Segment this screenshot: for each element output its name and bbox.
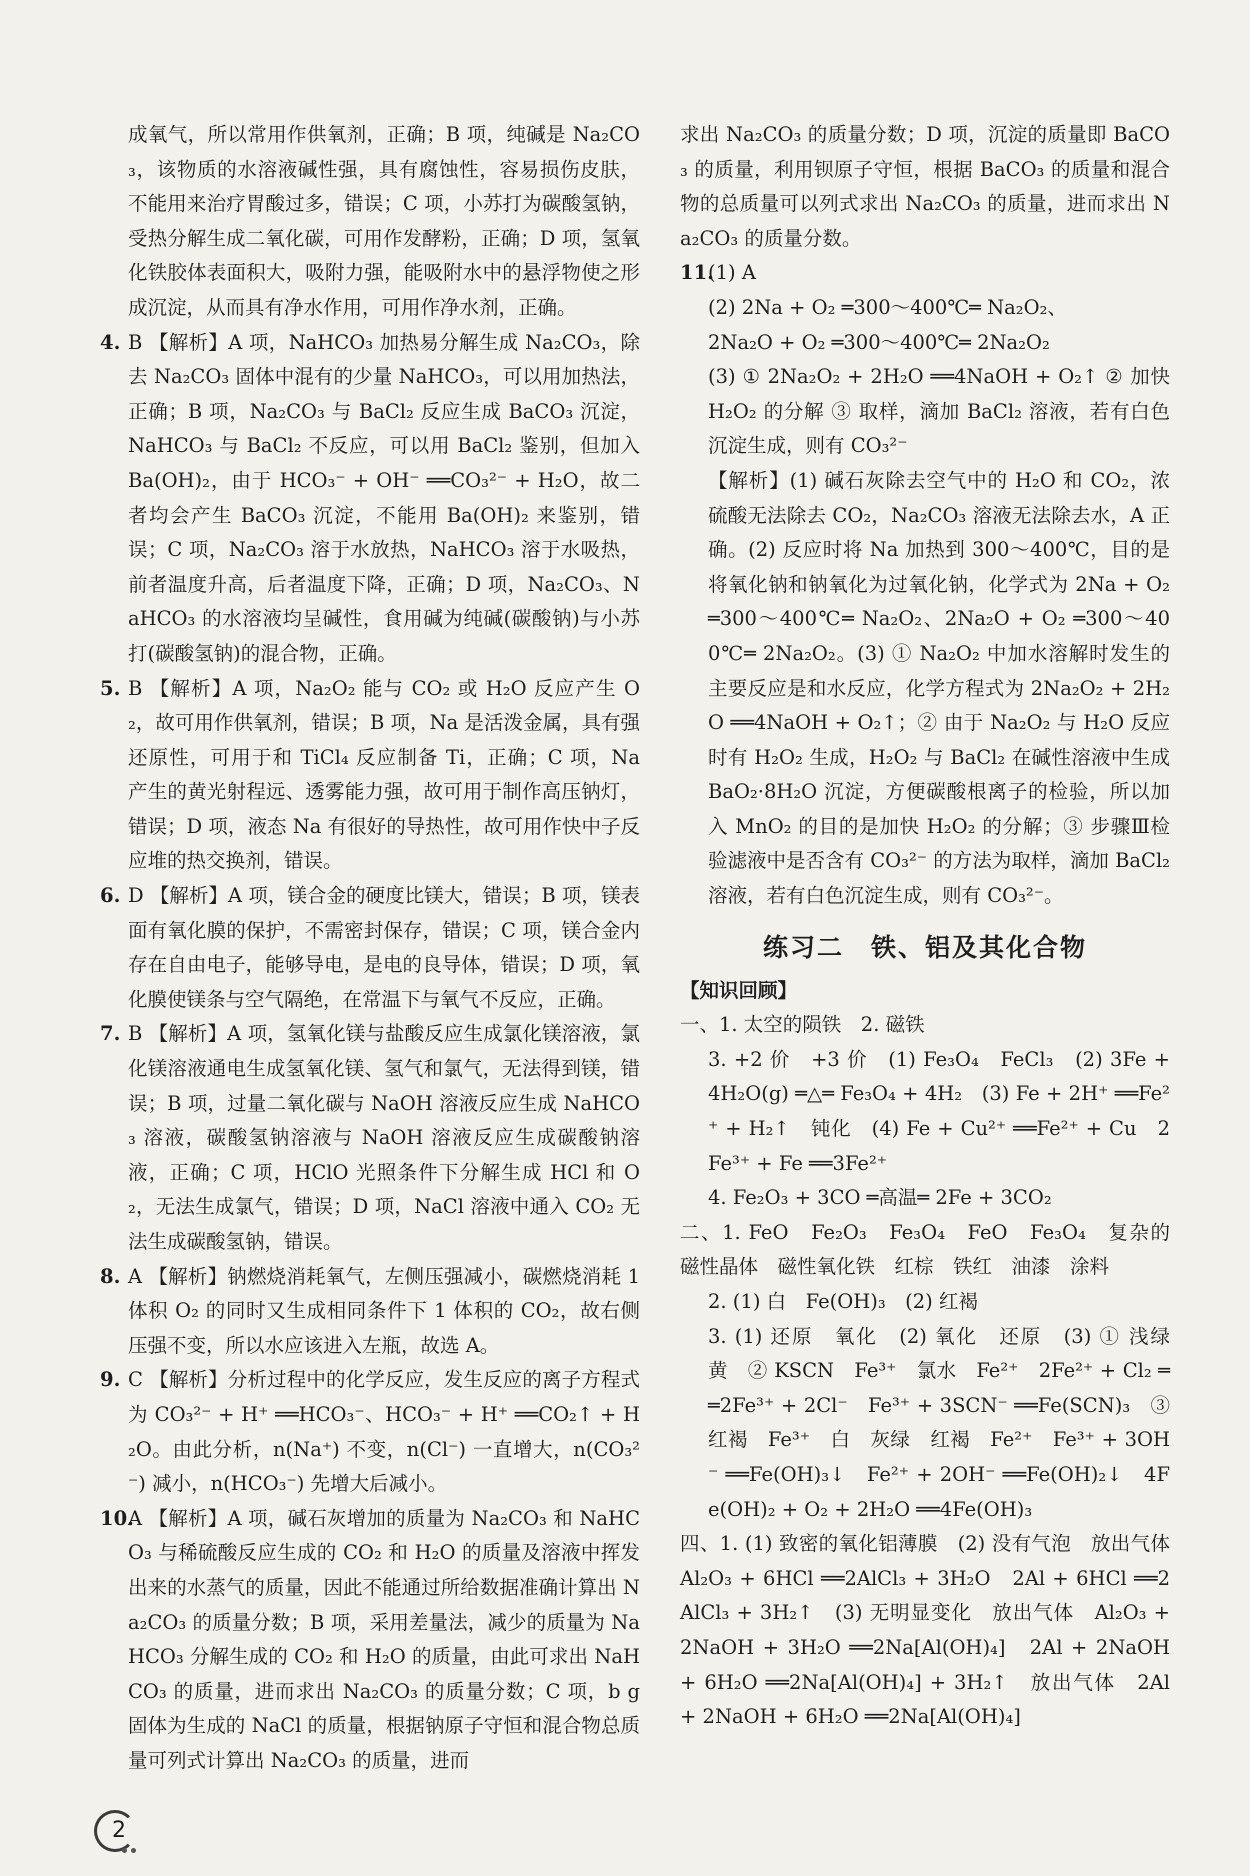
answer-continuation-right: 求出 Na₂CO₃ 的质量分数；D 项，沉淀的质量即 BaCO₃ 的质量，利用钡原子守恒，根据 BaCO₃ 的质量和混合物的总质量可以列式求出 Na₂CO₃ 的质量，进而求出 Na₂CO₃ 的质量分数。 (680, 123, 1170, 250)
knowledge-line: 3. (1) 还原 氧化 (2) 氧化 还原 (3) ① 浅绿 黄 ② KSCN Fe³⁺ 氯水 Fe²⁺ 2Fe²⁺ + Cl₂ ══2Fe³⁺ + 2Cl⁻ Fe³⁺ + 3SCN⁻ ══Fe(SCN)₃ ③ 红褐 Fe³⁺ 白 灰绿 红褐 Fe²⁺ Fe³⁺ + 3OH⁻ ══Fe(OH)₃↓ Fe²⁺ + 2OH⁻ ══Fe(OH)₂↓ 4Fe(OH)₂ + O₂ + 2H₂O ══4Fe(OH)₃ (708, 1324, 1190, 1521)
right-column (680, 118, 1190, 1735)
item-number: 9. (100, 1368, 121, 1392)
page-dots-icon (122, 1838, 140, 1857)
answer-item-5 (100, 672, 640, 880)
item-text: A 【解析】钠燃烧消耗氧气，左侧压强减小，碳燃烧消耗 1 体积 O₂ 的同时又生成相同条件下 1 体积的 CO₂，故右侧压强不变，所以水应该进入左瓶，故选 A。 (128, 1264, 640, 1357)
item-number: 4. (100, 330, 121, 354)
item-number: 8. (100, 1264, 121, 1288)
knowledge-line: 4. Fe₂O₃ + 3CO ═高温═ 2Fe + 3CO₂ (708, 1186, 1052, 1210)
knowledge-line: 3. +2 价 +3 价 (1) Fe₃O₄ FeCl₃ (2) 3Fe + 4H₂O(g) ═△═ Fe₃O₄ + 4H₂ (3) Fe + 2H⁺ ══Fe²⁺ + H₂↑ 钝化 (4) Fe + Cu²⁺ ══Fe²⁺ + Cu 2Fe³⁺ + Fe ══3Fe²⁺ (708, 1047, 1170, 1175)
item-text: B 【解析】A 项，Na₂O₂ 能与 CO₂ 或 H₂O 反应产生 O₂，故可用作供氧剂，错误；B 项，Na 是活泼金属，具有强还原性，可用于和 TiCl₄ 反应制备 Ti，正确；C 项，Na 产生的黄光射程远、透雾能力强，故可用于制作高压钠灯，错误；D 项，液态 Na 有很好的导热性，故可用作快中子反应堆的热交换剂，错误。 (128, 676, 640, 873)
item-text: B 【解析】A 项，氢氧化镁与盐酸反应生成氯化镁溶液，氯化镁溶液通电生成氢氧化镁、氢气和氯气，无法得到镁，错误；B 项，过量二氧化碳与 NaOH 溶液反应生成 NaHCO₃ 溶液，碳酸氢钠溶液与 NaOH 溶液反应生成碳酸钠溶液，正确；C 项，HClO 光照条件下分解生成 HCl 和 O₂，无法生成氯气，错误；D 项，NaCl 溶液中通入 CO₂ 无法生成碳酸氢钠，错误。 (128, 1022, 640, 1253)
item-analysis: 【解析】(1) 碱石灰除去空气中的 H₂O 和 CO₂，浓硫酸无法除去 CO₂，Na₂CO₃ 溶液无法除去水，A 正确。(2) 反应时将 Na 加热到 300～400℃，目的是将氧化钠和钠氧化为过氧化钠，化学式为 2Na + O₂ ═300～400℃═ Na₂O₂、2Na₂O + O₂ ═300～400℃═ 2Na₂O₂。(3) ① Na₂O₂ 中加水溶解时发生的主要反应是和水反应，化学方程式为 2Na₂O₂ + 2H₂O ══4NaOH + O₂↑；② 由于 Na₂O₂ 与 H₂O 反应时有 H₂O₂ 生成，H₂O₂ 与 BaCl₂ 在碱性溶液中生成 BaO₂·8H₂O 沉淀，方便碳酸根离子的检验，所以加入 MnO₂ 的目的是加快 H₂O₂ 的分解；③ 步骤Ⅲ检验滤液中是否含有 CO₃²⁻ 的方法为取样，滴加 BaCl₂ 溶液，若有白色沉淀生成，则有 CO₃²⁻。 (708, 468, 1170, 908)
answer-item-6 (100, 879, 640, 1017)
knowledge-line: 一、1. 太空的陨铁 2. 磁铁 (680, 1013, 925, 1037)
item-number: 11. (680, 261, 714, 285)
item-number: 5. (100, 676, 121, 700)
page-number: 2 (94, 1810, 134, 1850)
answer-item-9 (100, 1363, 640, 1501)
answer-item-7 (100, 1017, 640, 1259)
item-number: 10. (100, 1506, 134, 1530)
answer-continuation: 成氧气，所以常用作供氧剂，正确；B 项，纯碱是 Na₂CO₃，该物质的水溶液碱性强，具有腐蚀性，容易损伤皮肤，不能用来治疗胃酸过多，错误；C 项，小苏打为碳酸氢钠，受热分解生成二氧化碳，可用作发酵粉，正确；D 项，氢氧化铁胶体表面积大，吸附力强，能吸附水中的悬浮物使之形成沉淀，从而具有净水作用，可用作净水剂，正确。 (128, 123, 640, 319)
section-title: 练习二 铁、铝及其化合物 (762, 932, 1087, 962)
answer-item-8 (100, 1260, 640, 1364)
item-text: C 【解析】分析过程中的化学反应，发生反应的离子方程式为 CO₃²⁻ + H⁺ ══HCO₃⁻、HCO₃⁻ + H⁺ ══CO₂↑ + H₂O。由此分析，n(Na⁺) 不变，n(Cl⁻) 一直增大，n(CO₃²⁻) 减小，n(HCO₃⁻) 先增大后减小。 (128, 1368, 640, 1496)
item-line: (3) ① 2Na₂O₂ + 2H₂O ══4NaOH + O₂↑ ② 加快 H₂O₂ 的分解 ③ 取样，滴加 BaCl₂ 溶液，若有白色沉淀生成，则有 CO₃²⁻ (708, 365, 1170, 458)
item-text: A 【解析】A 项，碱石灰增加的质量为 Na₂CO₃ 和 NaHCO₃ 与稀硫酸反应生成的 CO₂ 和 H₂O 的质量及溶液中挥发出来的水蒸气的质量，因此不能通过所给数据准确计算出 Na₂CO₃ 的质量分数；B 项，采用差量法，减少的质量为 NaHCO₃ 分解生成的 CO₂ 和 H₂O 的质量，由此可求出 NaHCO₃ 的质量，进而求出 Na₂CO₃ 的质量分数；C 项，b g 固体为生成的 NaCl 的质量，根据钠原子守恒和混合物总质量可列式计算出 Na₂CO₃ 的质量，进而 (128, 1506, 640, 1772)
item-number: 6. (100, 884, 121, 908)
answer-item-11 (680, 256, 1170, 913)
knowledge-line: 2. (1) 白 Fe(OH)₃ (2) 红褐 (708, 1290, 978, 1313)
answer-item-4 (100, 326, 640, 672)
item-number: 7. (100, 1022, 121, 1046)
item-line: 2Na₂O + O₂ ═300～400℃═ 2Na₂O₂ (708, 330, 1050, 354)
item-line: (2) 2Na + O₂ ═300～400℃═ Na₂O₂、 (708, 295, 1067, 319)
left-column (100, 118, 640, 1779)
item-line: (1) A (708, 261, 756, 285)
knowledge-line: 二、1. FeO Fe₂O₃ Fe₃O₄ FeO Fe₃O₄ 复杂的 磁性晶体 磁性氧化铁 红棕 铁红 油漆 涂料 (680, 1220, 1190, 1279)
item-text: D 【解析】A 项，镁合金的硬度比镁大，错误；B 项，镁表面有氧化膜的保护，不需密封保存，错误；C 项，镁合金内存在自由电子，能够导电，是电的良导体，错误；D 项，氧化膜使镁条与空气隔绝，在常温下与氧气不反应，正确。 (128, 884, 640, 1011)
knowledge-line: 四、1. (1) 致密的氧化铝薄膜 (2) 没有气泡 放出气体 Al₂O₃ + 6HCl ══2AlCl₃ + 3H₂O 2Al + 6HCl ══2AlCl₃ + 3H₂↑ (3) 无明显变化 放出气体 Al₂O₃ + 2NaOH + 3H₂O ══2Na[Al(OH)₄] 2Al + 2NaOH + 6H₂O ══2Na[Al(OH)₄] + 3H₂↑ 放出气体 2Al + 2NaOH + 6H₂O ══2Na[Al(OH)₄] (680, 1532, 1190, 1729)
answer-item-10 (100, 1502, 640, 1779)
item-text: B 【解析】A 项，NaHCO₃ 加热易分解生成 Na₂CO₃，除去 Na₂CO₃ 固体中混有的少量 NaHCO₃，可以用加热法，正确；B 项，Na₂CO₃ 与 BaCl₂ 反应生成 BaCO₃ 沉淀，NaHCO₃ 与 BaCl₂ 不反应，可以用 BaCl₂ 鉴别，但加入 Ba(OH)₂，由于 HCO₃⁻ + OH⁻ ══CO₃²⁻ + H₂O，故二者均会产生 BaCO₃ 沉淀，不能用 Ba(OH)₂ 来鉴别，错误；C 项，Na₂CO₃ 溶于水放热，NaHCO₃ 溶于水吸热，前者温度升高，后者温度下降，正确；D 项，Na₂CO₃、NaHCO₃ 的水溶液均呈碱性，食用碱为纯碱(碳酸钠)与小苏打(碳酸氢钠)的混合物，正确。 (128, 330, 640, 665)
knowledge-review (680, 974, 1190, 1735)
knowledge-label: 【知识回顾】 (680, 978, 798, 1002)
